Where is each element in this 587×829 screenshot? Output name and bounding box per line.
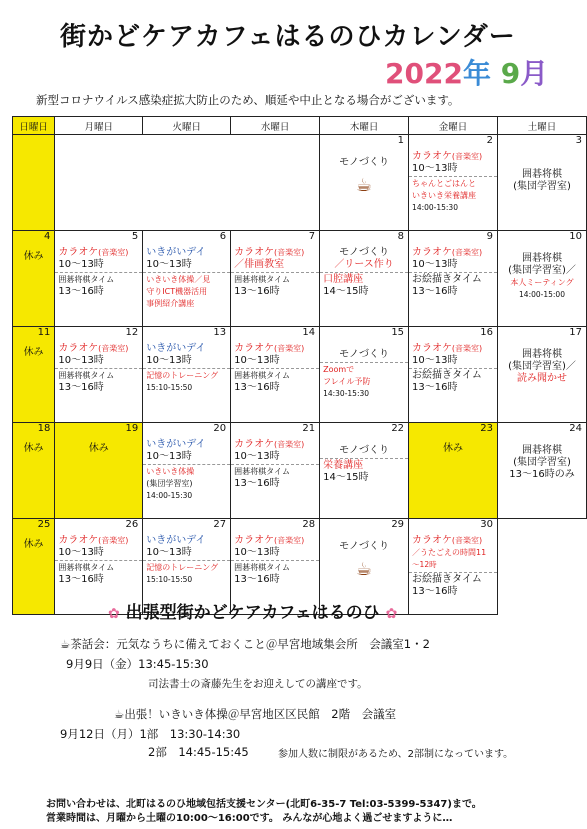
event-time: 13～16時: [58, 381, 104, 393]
date-cell: 4: [13, 231, 55, 247]
flower-icon: ✿: [385, 606, 398, 622]
closed-text: 休み: [55, 439, 143, 519]
event-text: ／うたごえの時間11: [412, 547, 487, 557]
event-text: モノづくり: [339, 444, 390, 456]
date-cell: 6: [143, 231, 231, 247]
calendar-table: [12, 116, 587, 615]
event-text: 口腔講座: [323, 273, 364, 285]
day-body: [55, 343, 143, 423]
year-text: 2022: [385, 57, 463, 90]
event-time: 13～16時: [412, 285, 458, 297]
event-text: 本人ミーティング: [510, 277, 574, 287]
event-text: ／俳画教室: [234, 258, 285, 270]
event-1-note: 司法書士の斎藤先生をお迎えしての講座です。: [148, 678, 368, 690]
event-1-title: ☕茶話会：元気なうちに備えておくこと＠早宮地域集会所 会議室1・2: [60, 637, 430, 651]
week-1-dates: [13, 135, 587, 151]
date-cell: [13, 135, 55, 151]
day-body: [498, 439, 587, 519]
day-body: [498, 247, 587, 327]
event-text: お絵描きタイム: [412, 369, 482, 381]
date-cell: 11: [13, 327, 55, 343]
event-text: ／リース作り: [334, 258, 394, 270]
date-cell: 2: [409, 135, 498, 151]
date-cell: 28: [231, 519, 320, 535]
event-time: 15:10-15:50: [146, 382, 193, 392]
bullet-icon: ☕: [60, 637, 71, 651]
date-cell: 17: [498, 327, 587, 343]
section-heading-text: 出張型街かどケアカフェはるのひ: [125, 603, 380, 623]
event-text: (集団学習室): [146, 478, 193, 488]
event-text: (集団学習室): [513, 456, 571, 468]
event-time: 13～16時のみ: [509, 468, 575, 480]
day-body: [409, 247, 498, 327]
event-text: Zoomで: [323, 364, 355, 374]
event-time: 10～13時: [58, 354, 104, 366]
date-cell: 14: [231, 327, 320, 343]
event-text: お絵描きタイム: [412, 273, 482, 285]
event-time: 10～13時: [412, 258, 458, 270]
page-title: 街かどケアカフェはるのひカレンダー: [60, 22, 516, 52]
day-body: [55, 247, 143, 327]
event-text: カラオケ(音楽室): [412, 342, 483, 354]
day-body: [55, 151, 320, 231]
week-4-body: [13, 439, 587, 519]
month-text: 9: [500, 57, 521, 90]
event-text: いきがいデイ: [146, 438, 206, 450]
event-1-date: 9月9日（金）13:45-15:30: [66, 657, 209, 671]
event-time: 10～13時: [234, 354, 280, 366]
event-text: いきいき体操／見: [146, 274, 211, 284]
weekday-sat: 土曜日: [498, 117, 587, 135]
event-text: カラオケ(音楽室): [412, 246, 483, 258]
event-text: カラオケ(音楽室): [58, 534, 129, 546]
event-text: いきがいデイ: [146, 534, 206, 546]
date-cell: 23: [409, 423, 498, 439]
day-body: [143, 343, 231, 423]
day-body: [320, 247, 409, 327]
event-text: (集団学習室)／: [508, 360, 576, 372]
event-text: ちゃんとごはんと: [412, 178, 477, 188]
footer-hours: 営業時間は、月曜から土曜の10:00～16:00です。 みんなが心地よく過ごせますように…: [46, 813, 453, 824]
week-3-body: [13, 343, 587, 423]
weekday-header-row: [13, 117, 587, 135]
date-cell: 1: [320, 135, 409, 151]
event-text: 囲碁将棋タイム: [234, 370, 290, 380]
event-time: 13～16時: [58, 285, 104, 297]
day-body: [320, 439, 409, 519]
day-body: [231, 343, 320, 423]
date-cell: 25: [13, 519, 55, 535]
event-time: 10～13時: [146, 450, 192, 462]
event-time: 13～16時: [234, 285, 280, 297]
date-cell: 9: [409, 231, 498, 247]
event-time: 14:30-15:30: [323, 388, 370, 398]
event-text: カラオケ(音楽室): [412, 150, 483, 162]
notice-text: 新型コロナウイルス感染症拡大防止のため、順延や中止となる場合がございます。: [36, 93, 460, 107]
day-body: [231, 247, 320, 327]
date-cell: 15: [320, 327, 409, 343]
date-cell: 10: [498, 231, 587, 247]
weekday-fri: 金曜日: [409, 117, 498, 135]
event-text: カラオケ(音楽室): [58, 342, 129, 354]
closed-text: 休み: [13, 439, 55, 519]
event-time: 15:10-15:50: [146, 574, 193, 584]
event-2-title: ☕出張！いきいき体操＠早宮地区区民館 2階 会議室: [114, 707, 397, 721]
event-text: モノづくり: [339, 348, 390, 360]
event-time: 13～16時: [412, 585, 458, 597]
event-text: 記憶のトレーニング: [146, 562, 219, 572]
event-text: 囲碁将棋: [522, 348, 562, 360]
date-cell: 30: [409, 519, 498, 535]
weekday-wed: 水曜日: [231, 117, 320, 135]
event-text: カラオケ(音楽室): [412, 534, 483, 546]
event-time: 10～13時: [412, 354, 458, 366]
tsuki-text: 月: [520, 57, 549, 90]
coffee-cup-icon: ☕: [356, 558, 373, 580]
event-text: 守りICT機器活用: [146, 286, 208, 296]
event-time: 13～16時: [58, 573, 104, 585]
event-text: 囲碁将棋: [522, 252, 562, 264]
weekday-tue: 火曜日: [143, 117, 231, 135]
date-cell: [55, 135, 320, 151]
event-text: いきがいデイ: [146, 342, 206, 354]
empty-cell: [498, 535, 587, 615]
event-text: 囲碁将棋タイム: [234, 274, 290, 284]
day-body: [143, 247, 231, 327]
event-2-note: 参加人数に制限があるため、2部制になっています。: [278, 749, 514, 760]
week-2-body: [13, 247, 587, 327]
event-time: 10～13時: [146, 354, 192, 366]
closed-text: 休み: [13, 343, 55, 423]
flower-icon: ✿: [108, 606, 120, 622]
event-text: 囲碁将棋タイム: [234, 466, 290, 476]
date-cell: 12: [55, 327, 143, 343]
week-5-dates: [13, 519, 587, 535]
event-time: 10～13時: [58, 258, 104, 270]
date-cell: 8: [320, 231, 409, 247]
date-cell: 7: [231, 231, 320, 247]
event-text: モノづくり: [339, 540, 390, 552]
event-text: (集団学習室): [513, 180, 571, 192]
event-time: 13～16時: [234, 477, 280, 489]
date-cell-empty: [498, 519, 587, 535]
event-time: 13～16時: [234, 573, 280, 585]
event-text: カラオケ(音楽室): [234, 246, 305, 258]
event-text: 事例紹介講座: [146, 298, 195, 308]
event-text: カラオケ(音楽室): [234, 438, 305, 450]
year-month: [385, 52, 548, 92]
event-time: 13～16時: [412, 381, 458, 393]
event-time: 10～13時: [146, 546, 192, 558]
event-time: 10～13時: [58, 546, 104, 558]
event-2-date2: 2部 14:45-15:45: [148, 745, 249, 759]
event-time: 14:00-15:00: [519, 289, 565, 299]
day-body: [143, 439, 231, 519]
event-time: 14:00-15:30: [412, 202, 458, 212]
event-text: 記憶のトレーニング: [146, 370, 219, 380]
coffee-cup-icon: ☕: [356, 174, 373, 196]
date-cell: 22: [320, 423, 409, 439]
day-body: [320, 151, 409, 231]
event-time: 10～13時: [412, 162, 458, 174]
day-body: [498, 151, 587, 231]
closed-text: 休み: [13, 247, 55, 327]
weekday-mon: 月曜日: [55, 117, 143, 135]
day-body: [409, 535, 498, 615]
event-text: カラオケ(音楽室): [58, 246, 129, 258]
event-text: 囲碁将棋: [522, 444, 562, 456]
event-text: 囲碁将棋タイム: [234, 562, 290, 572]
event-text: フレイル予防: [323, 376, 371, 386]
event-time: 14～15時: [323, 285, 369, 297]
day-body: [409, 343, 498, 423]
event-text: いきいき体操: [146, 466, 195, 476]
event-text: カラオケ(音楽室): [234, 534, 305, 546]
date-cell: 16: [409, 327, 498, 343]
date-cell: 5: [55, 231, 143, 247]
date-cell: 19: [55, 423, 143, 439]
weekday-sun: 日曜日: [13, 117, 55, 135]
event-time: 13～16時: [234, 381, 280, 393]
event-text: モノづくり: [339, 246, 390, 258]
event-text: いきいき栄養講座: [412, 190, 477, 200]
date-cell: 29: [320, 519, 409, 535]
event-time: 10～13時: [234, 546, 280, 558]
event-text: 囲碁将棋: [522, 168, 562, 180]
event-text: 囲碁将棋タイム: [58, 562, 115, 572]
closed-text: 休み: [409, 439, 498, 519]
day-body: [498, 343, 587, 423]
closed-text: 休み: [13, 535, 55, 615]
event-time: 10～13時: [234, 450, 280, 462]
day-body: [320, 343, 409, 423]
event-text: 栄養講座: [323, 459, 364, 471]
date-cell: 20: [143, 423, 231, 439]
event-2-date1: 9月12日（月）1部 13:30-14:30: [60, 727, 241, 741]
event-text: 読み聞かせ: [517, 372, 567, 384]
event-text: (集団学習室)／: [508, 264, 576, 276]
event-text: モノづくり: [339, 156, 390, 168]
date-cell: 13: [143, 327, 231, 343]
week-4-dates: [13, 423, 587, 439]
week-2-dates: [13, 231, 587, 247]
event-time: ～12時: [412, 559, 437, 569]
footer-contact: お問い合わせは、北町はるのひ地域包括支援センター(北町6-35-7 Tel:03-5399-5347)まで。: [46, 799, 482, 810]
nen-text: 年: [462, 57, 491, 90]
week-3-dates: [13, 327, 587, 343]
date-cell: 27: [143, 519, 231, 535]
bullet-icon: ☕: [114, 707, 125, 721]
day-body: [409, 151, 498, 231]
date-cell: 21: [231, 423, 320, 439]
event-text: 囲碁将棋タイム: [58, 370, 115, 380]
day-body: [231, 439, 320, 519]
week-1-body: [13, 151, 587, 231]
date-cell: 24: [498, 423, 587, 439]
event-text: いきがいデイ: [146, 246, 206, 258]
event-time: 14:00-15:30: [146, 490, 193, 500]
date-cell: 26: [55, 519, 143, 535]
event-text: カラオケ(音楽室): [234, 342, 305, 354]
event-text: お絵描きタイム: [412, 573, 482, 585]
event-time: 10～13時: [146, 258, 192, 270]
date-cell: 3: [498, 135, 587, 151]
date-cell: 18: [13, 423, 55, 439]
event-text: 囲碁将棋タイム: [58, 274, 115, 284]
event-time: 14～15時: [323, 471, 369, 483]
section-heading: [108, 598, 397, 623]
weekday-thu: 木曜日: [320, 117, 409, 135]
day-body: [13, 151, 55, 231]
